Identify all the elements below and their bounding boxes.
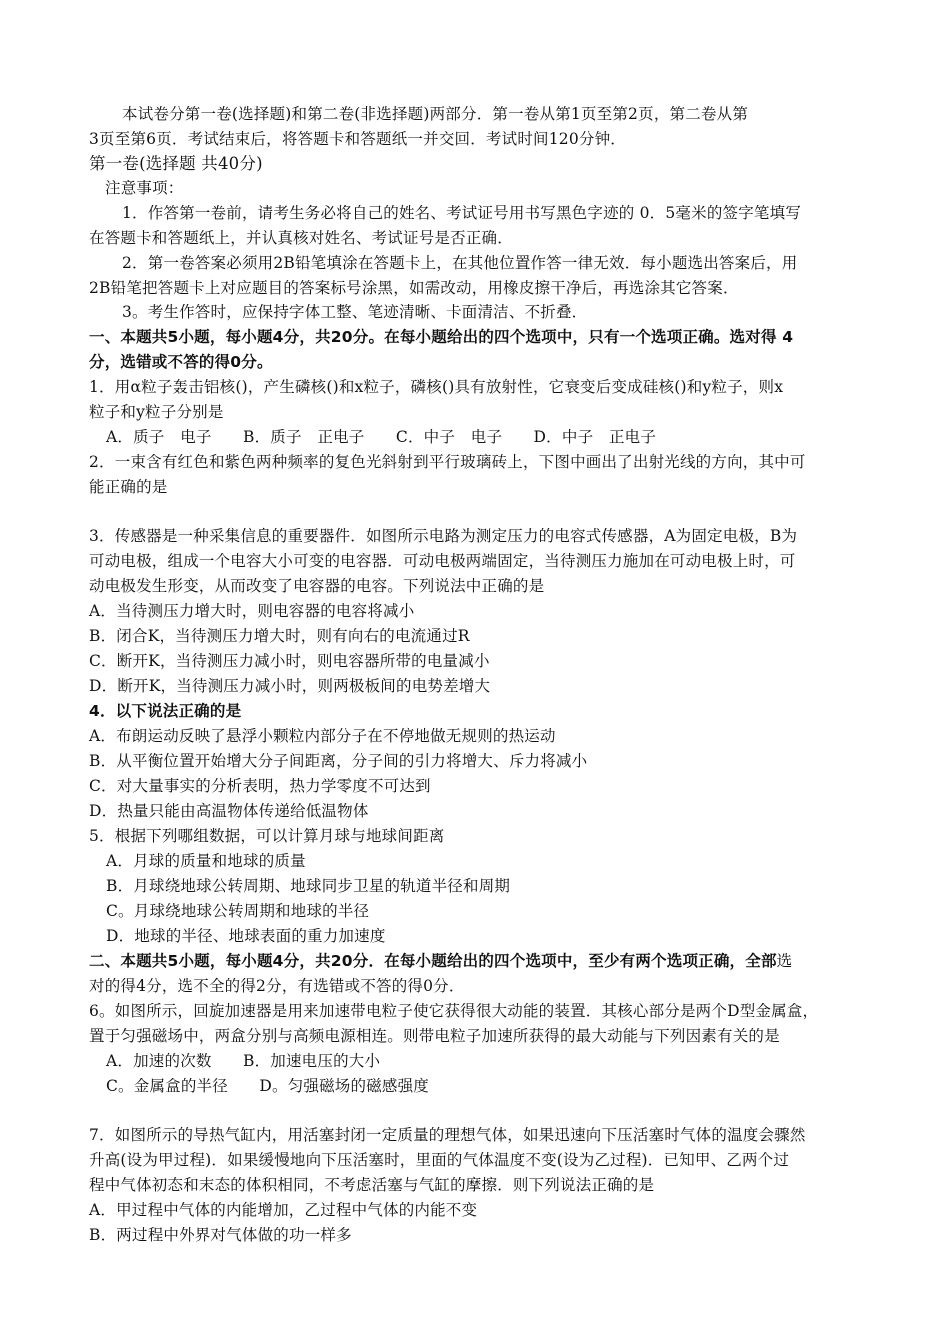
section1-heading: 一、本题共5小题，每小题4分，共20分。在每小题给出的四个选项中，只有一个选项正确。选对得 4 <box>89 328 794 346</box>
q7-stem-cont-1: 升高(设为甲过程)．如果缓慢地向下压活塞时，里面的气体温度不变(设为乙过程)．已知甲、乙两个过 <box>89 1151 790 1169</box>
intro-line-2: 3页至第6页．考试结束后，将答题卡和答题纸一并交回．考试时间120分钟． <box>89 130 627 148</box>
q1-options: A．质子 电子 B．质子 正电子 C．中子 电子 D．中子 正电子 <box>106 428 657 446</box>
q3-option-c: C．断开K，当待测压力减小时，则电容器所带的电量减小 <box>89 652 490 670</box>
note-2-cont: 2B铅笔把答题卡上对应题目的答案标号涂黑，如需改动，用橡皮擦干净后，再选涂其它答案． <box>89 279 739 297</box>
q4-option-c: C．对大量事实的分析表明，热力学零度不可达到 <box>89 777 431 795</box>
intro-line-1: 本试卷分第一卷(选择题)和第二卷(非选择题)两部分．第一卷从第1页至第2页，第二卷从第 <box>122 105 749 123</box>
note-2: 2．第一卷答案必须用2B铅笔填涂在答题卡上，在其他位置作答一律无效．每小题选出答案后，用 <box>122 254 798 272</box>
q1-stem-cont: 粒子和y粒子分别是 <box>89 403 224 421</box>
q6-options-row-2: C。金属盒的半径 D。匀强磁场的磁感强度 <box>106 1077 429 1095</box>
q3-option-d: D．断开K，当待测压力减小时，则两极板间的电势差增大 <box>89 677 491 695</box>
notice-label: 注意事项： <box>105 179 184 197</box>
note-1-cont: 在答题卡和答题纸上，并认真核对姓名、考试证号是否正确． <box>89 229 513 247</box>
q1-stem: 1．用α粒子轰击铝核()，产生磷核()和x粒子，磷核()具有放射性，它衰变后变成硅核()和y粒子，则x <box>89 378 784 396</box>
q5-option-a: A．月球的质量和地球的质量 <box>106 852 306 870</box>
part1-title: 第一卷(选择题 共40分) <box>89 154 263 173</box>
q7-option-a: A．甲过程中气体的内能增加，乙过程中气体的内能不变 <box>89 1201 478 1219</box>
q4-option-b: B．从平衡位置开始增大分子间距离，分子间的引力将增大、斥力将减小 <box>89 752 588 770</box>
q5-option-b: B．月球绕地球公转周期、地球同步卫星的轨道半径和周期 <box>106 877 511 895</box>
q5-stem: 5．根据下列哪组数据，可以计算月球与地球间距离 <box>89 827 445 845</box>
q3-stem-cont-1: 可动电极，组成一个电容大小可变的电容器．可动电极两端固定，当待测压力施加在可动电极上时，可 <box>89 552 796 570</box>
q6-stem: 6。如图所示，回旋加速器是用来加速带电粒子使它获得很大动能的装置．其核心部分是两个D型金属盒， <box>89 1002 819 1020</box>
q7-stem: 7．如图所示的导热气缸内，用活塞封闭一定质量的理想气体，如果迅速向下压活塞时气体的温度会骤然 <box>89 1126 806 1144</box>
q4-option-a: A．布朗运动反映了悬浮小颗粒内部分子在不停地做无规则的热运动 <box>89 727 556 745</box>
q7-option-b: B．两过程中外界对气体做的功一样多 <box>89 1226 352 1244</box>
section2-heading-cont: 对的得4分，选不全的得2分，有选错或不答的得0分． <box>89 977 465 995</box>
q7-stem-cont-2: 程中气体初态和末态的体积相同，不考虑活塞与气缸的摩擦．则下列说法正确的是 <box>89 1176 655 1194</box>
note-3: 3。考生作答时，应保持字体工整、笔迹清晰、卡面清洁、不折叠． <box>122 303 588 321</box>
section1-heading-cont: 分，选错或不答的得0分。 <box>89 353 273 371</box>
q4-stem: 4．以下说法正确的是 <box>89 702 242 720</box>
q3-stem-cont-2: 动电极发生形变，从而改变了电容器的电容。下列说法中正确的是 <box>89 577 545 595</box>
note-1: 1．作答第一卷前，请考生务必将自己的姓名、考试证号用书写黑色字迹的 0．5毫米的签字笔填写 <box>122 204 802 222</box>
q4-option-d: D．热量只能由高温物体传递给低温物体 <box>89 802 369 820</box>
q2-stem-cont: 能正确的是 <box>89 478 168 496</box>
q3-stem: 3．传感器是一种采集信息的重要器件．如图所示电路为测定压力的电容式传感器，A为固定电极，B为 <box>89 527 798 545</box>
section2-heading <box>89 950 792 972</box>
q6-stem-cont: 置于匀强磁场中，两盒分别与高频电源相连。则带电粒子加速所获得的最大动能与下列因素有关的是 <box>89 1027 780 1045</box>
q3-option-a: A．当待测压力增大时，则电容器的电容将减小 <box>89 602 415 620</box>
q2-stem: 2．一束含有红色和紫色两种频率的复色光斜射到平行玻璃砖上，下图中画出了出射光线的方向，其中可 <box>89 453 806 471</box>
q6-options-row-1: A．加速的次数 B．加速电压的大小 <box>106 1052 381 1070</box>
q3-option-b: B．闭合K，当待测压力增大时，则有向右的电流通过R <box>89 627 470 645</box>
q5-option-d: D．地球的半径、地球表面的重力加速度 <box>106 927 386 945</box>
section2-heading-bold: 二、本题共5小题，每小题4分，共20分．在每小题给出的四个选项中，至少有两个选项正确，全部 <box>89 952 777 970</box>
section2-heading-tail: 选 <box>776 952 793 970</box>
q5-option-c: C。月球绕地球公转周期和地球的半径 <box>106 902 370 920</box>
